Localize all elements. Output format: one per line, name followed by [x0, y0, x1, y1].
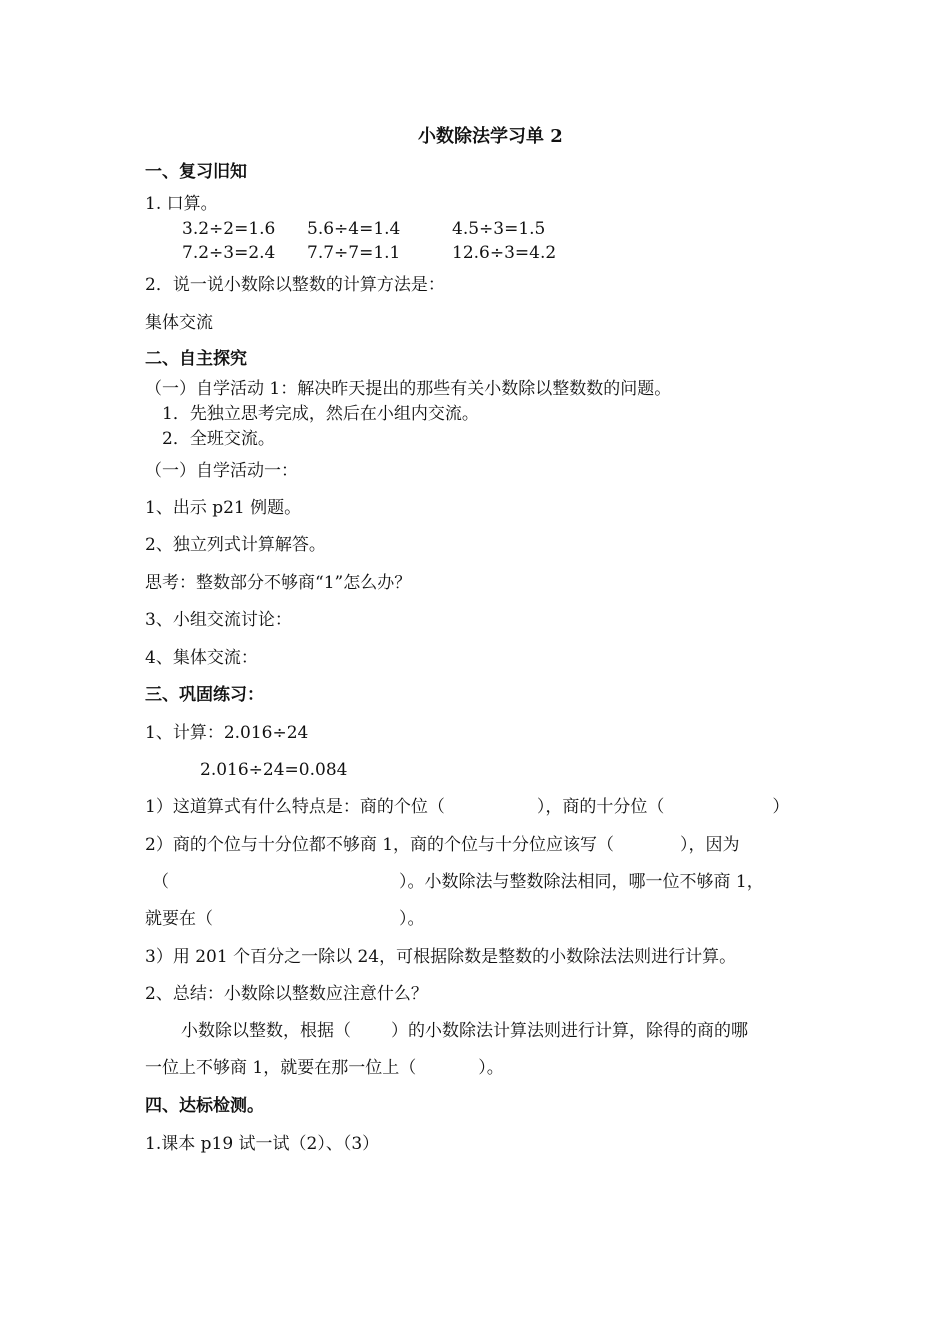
oral-calc-item: 12.6÷3=4.2	[452, 243, 557, 263]
summary-text: 一位上不够商 1，就要在那一位上（	[145, 1058, 417, 1078]
question-2-line-3	[145, 908, 425, 930]
oral-calc-item: 7.2÷3=2.4	[182, 243, 276, 263]
question-text: ），商的十分位（	[536, 797, 665, 817]
summary-line-1	[181, 1020, 748, 1042]
summary-line-2	[145, 1057, 504, 1079]
section-heading-practice: 三、巩固练习：	[145, 685, 264, 705]
self-study-activity-one: （一）自学活动一：	[145, 461, 298, 481]
oral-calc-item: 5.6÷4=1.4	[307, 219, 401, 239]
activity-step: 1．先独立思考完成，然后在小组内交流。	[162, 404, 479, 424]
question-text: ）。小数除法与整数除法相同，哪一位不够商 1，	[399, 872, 764, 892]
textbook-task: 1.课本 p19 试一试（2）、（3）	[145, 1134, 380, 1154]
section-heading-check: 四、达标检测。	[145, 1096, 264, 1116]
question-text: ）	[772, 797, 790, 817]
question-text: 1）这道算式有什么特点是：商的个位（	[145, 797, 445, 817]
question-3: 3）用 201 个百分之一除以 24，可根据除数是整数的小数除法法则进行计算。	[145, 947, 737, 967]
question-text: ）。	[399, 909, 425, 929]
question-2-line-1	[145, 834, 740, 856]
list-item: 1、出示 p21 例题。	[145, 498, 302, 518]
question-text: 2）商的个位与十分位都不够商 1，商的个位与十分位应该写（	[145, 835, 615, 855]
question-text: （	[152, 872, 169, 892]
list-item: 3、小组交流讨论：	[145, 610, 292, 630]
collective-exchange: 集体交流	[145, 313, 213, 333]
summary-prompt: 2、总结：小数除以整数应注意什么？	[145, 984, 428, 1004]
calc-prompt: 1、计算：2.016÷24	[145, 723, 309, 743]
method-question: 2．说一说小数除以整数的计算方法是：	[145, 275, 445, 295]
page-title: 小数除法学习单 2	[418, 126, 563, 147]
section-heading-review: 一、复习旧知	[145, 162, 247, 182]
calc-answer: 2.016÷24=0.084	[200, 760, 348, 780]
question-2-line-2	[152, 871, 764, 893]
question-1	[145, 796, 789, 818]
oral-calc-item: 4.5÷3=1.5	[452, 219, 546, 239]
summary-text: ）。	[478, 1058, 504, 1078]
question-text: ），因为	[680, 835, 740, 855]
summary-text: 小数除以整数，根据（	[181, 1021, 351, 1041]
question-text: 就要在（	[145, 909, 213, 929]
list-item: 2、独立列式计算解答。	[145, 535, 326, 555]
oral-calc-item: 3.2÷2=1.6	[182, 219, 276, 239]
oral-calc-label: 1. 口算。	[145, 194, 218, 214]
section-heading-explore: 二、自主探究	[145, 349, 247, 369]
list-item: 4、集体交流：	[145, 648, 258, 668]
self-study-activity-1: （一）自学活动 1：解决昨天提出的那些有关小数除以整数数的问题。	[145, 379, 672, 399]
summary-text: ）的小数除法计算法则进行计算，除得的商的哪	[391, 1021, 748, 1041]
activity-step: 2．全班交流。	[162, 429, 275, 449]
think-prompt: 思考：整数部分不够商“1”怎么办？	[145, 573, 412, 593]
oral-calc-item: 7.7÷7=1.1	[307, 243, 401, 263]
